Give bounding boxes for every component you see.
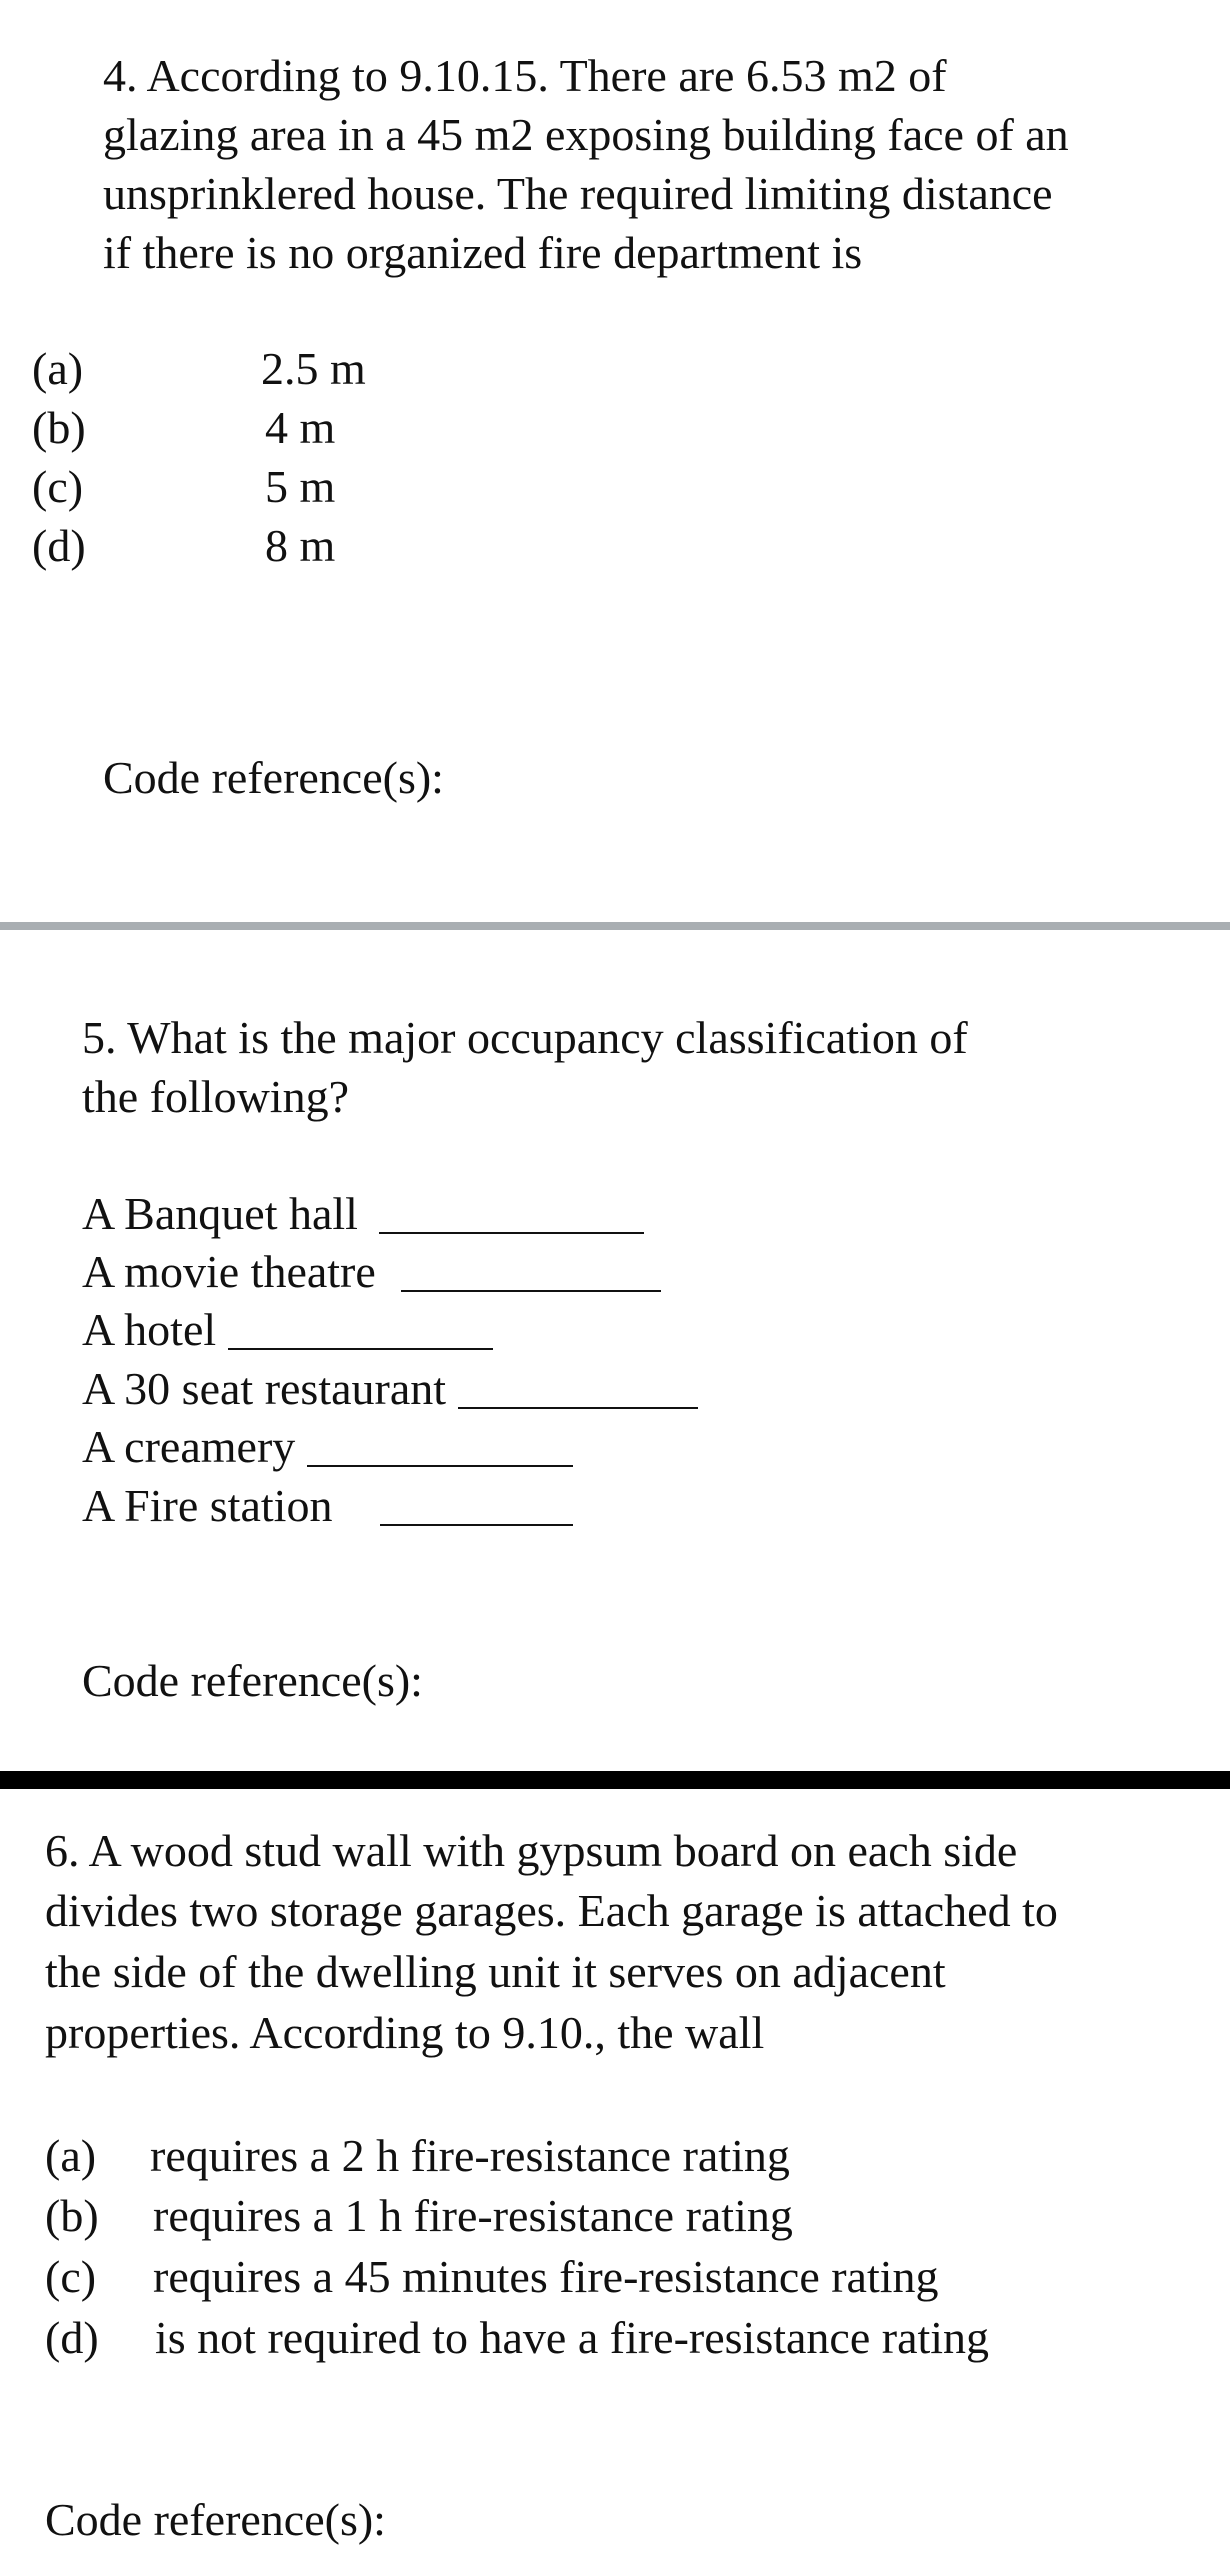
item-label: A creamery xyxy=(82,1421,296,1472)
q5-item-row xyxy=(82,1417,573,1476)
q4-code-reference: Code reference(s): xyxy=(103,752,444,803)
option-letter: (c) xyxy=(45,2251,97,2302)
section-divider xyxy=(0,922,1230,930)
option-letter: (d) xyxy=(45,2312,99,2363)
option-text: 2.5 m xyxy=(261,343,366,394)
answer-blank[interactable] xyxy=(379,1184,644,1234)
q4-stem-line: 4. According to 9.10.15. There are 6.53 m2 of xyxy=(103,50,947,101)
option-text: is not required to have a fire-resistance rating xyxy=(155,2312,990,2363)
option-letter: (b) xyxy=(32,402,86,453)
q5-code-reference: Code reference(s): xyxy=(82,1655,423,1706)
item-label: A hotel xyxy=(82,1304,217,1355)
option-letter: (d) xyxy=(32,520,86,571)
q5-item-row xyxy=(82,1300,493,1359)
q6-stem-line: divides two storage garages. Each garage is attached to xyxy=(45,1885,1058,1936)
item-label: A 30 seat restaurant xyxy=(82,1363,447,1414)
section-divider xyxy=(0,1771,1230,1789)
option-text: requires a 1 h fire-resistance rating xyxy=(153,2190,793,2241)
q5-item-row xyxy=(82,1476,573,1535)
answer-blank[interactable] xyxy=(401,1242,661,1292)
answer-blank[interactable] xyxy=(307,1417,573,1467)
option-text: 5 m xyxy=(265,461,336,512)
option-text: requires a 2 h fire-resistance rating xyxy=(150,2130,790,2181)
q5-item-row xyxy=(82,1242,661,1301)
option-letter: (c) xyxy=(32,461,84,512)
option-text: 4 m xyxy=(265,402,336,453)
q6-stem-line: 6. A wood stud wall with gypsum board on each side xyxy=(45,1825,1018,1876)
q5-stem-line: the following? xyxy=(82,1071,349,1122)
q6-code-reference: Code reference(s): xyxy=(45,2494,386,2545)
item-label: A movie theatre xyxy=(82,1246,376,1297)
q4-stem-line: unsprinklered house. The required limiting distance xyxy=(103,168,1053,219)
item-label: A Fire station xyxy=(82,1480,333,1531)
answer-blank[interactable] xyxy=(380,1476,573,1526)
q5-item-row xyxy=(82,1184,644,1243)
answer-blank[interactable] xyxy=(458,1359,698,1409)
q4-stem-line: glazing area in a 45 m2 exposing building face of an xyxy=(103,109,1069,160)
q6-stem-line: properties. According to 9.10., the wall xyxy=(45,2007,765,2058)
option-letter: (a) xyxy=(45,2130,97,2181)
option-text: 8 m xyxy=(265,520,336,571)
q5-item-row xyxy=(82,1359,698,1418)
q4-stem-line: if there is no organized fire department is xyxy=(103,227,863,278)
q6-stem-line: the side of the dwelling unit it serves on adjacent xyxy=(45,1946,946,1997)
answer-blank[interactable] xyxy=(228,1300,493,1350)
option-text: requires a 45 minutes fire-resistance rating xyxy=(153,2251,939,2302)
item-label: A Banquet hall xyxy=(82,1188,358,1239)
option-letter: (a) xyxy=(32,343,84,394)
q5-stem-line: 5. What is the major occupancy classification of xyxy=(82,1012,968,1063)
option-letter: (b) xyxy=(45,2190,99,2241)
